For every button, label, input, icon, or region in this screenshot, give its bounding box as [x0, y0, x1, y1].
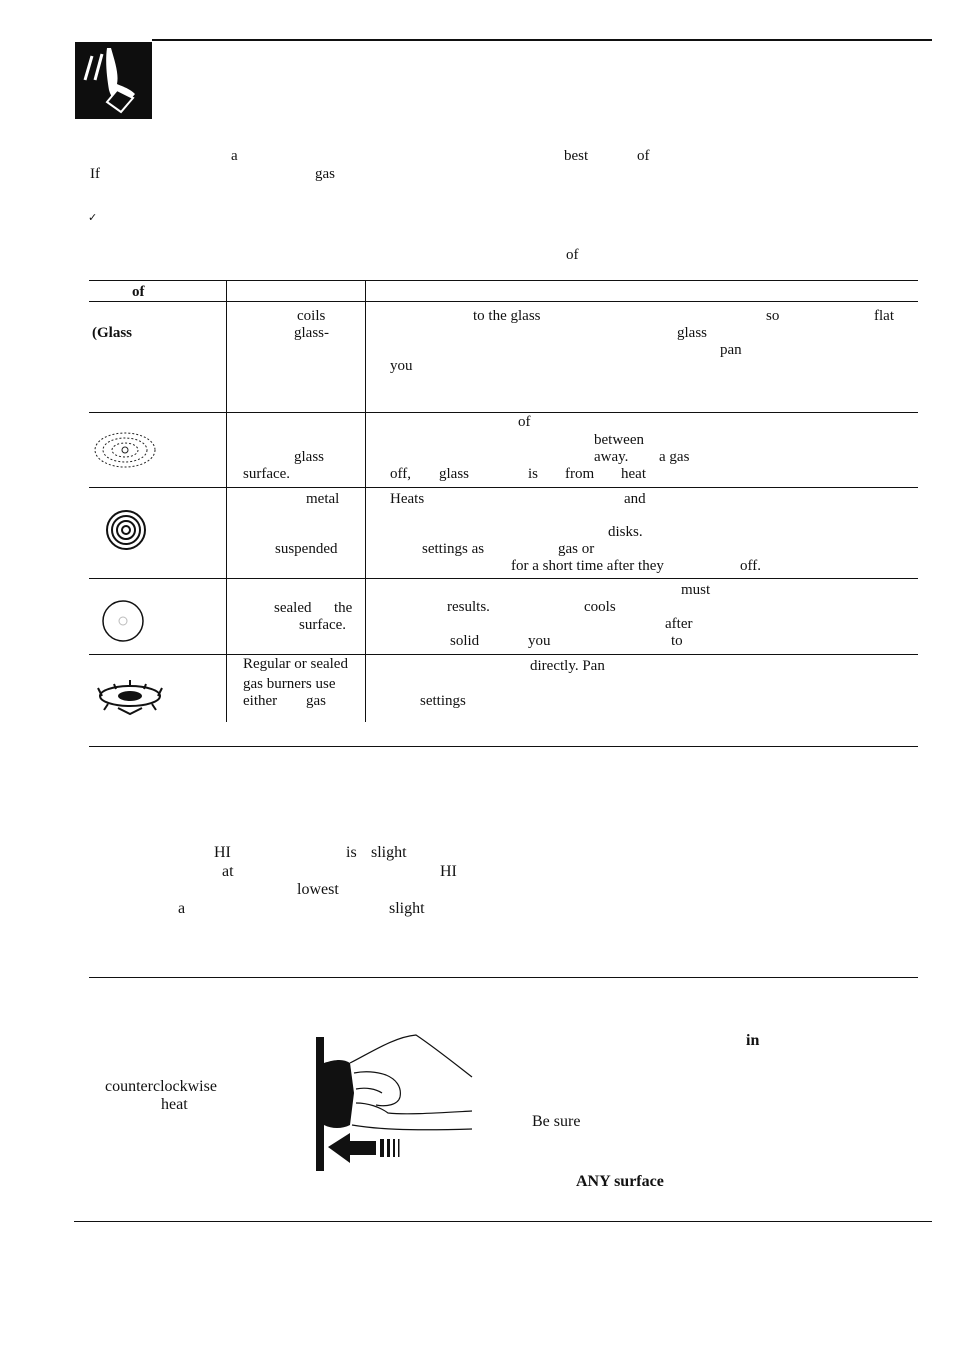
intro-word: If [90, 166, 100, 182]
table-cell: Heats [390, 491, 425, 507]
intro-word: of [566, 247, 579, 263]
intro-word: of [637, 148, 650, 164]
table-header-rule [89, 301, 918, 302]
tips-word: a [178, 900, 186, 917]
table-top-rule [89, 280, 918, 281]
gas-burner-icon [96, 674, 164, 716]
table-cell: directly. Pan [530, 658, 605, 674]
table-row-rule [89, 412, 918, 413]
table-cell: Regular or sealed [243, 656, 348, 672]
tips-word: lowest [297, 881, 339, 898]
table-row-rule [89, 578, 918, 579]
table-cell: is [528, 466, 539, 482]
table-cell: glass [294, 449, 324, 465]
radiant-element-icon [92, 430, 158, 470]
table-cell: gas [306, 693, 326, 709]
knob-turning-illustration [316, 1033, 476, 1173]
controls-word: counterclockwise [105, 1078, 217, 1095]
table-cell: from [565, 466, 595, 482]
table-cell: you [528, 633, 551, 649]
table-cell: after [665, 616, 693, 632]
table-row-rule [89, 654, 918, 655]
controls-word: ANY surface [576, 1173, 664, 1190]
table-cell: you [390, 358, 413, 374]
controls-word: in [746, 1032, 760, 1049]
table-cell: pan [720, 342, 742, 358]
table-cell: coils [297, 308, 326, 324]
table-cell: so [766, 308, 780, 324]
table-cell: to the glass [473, 308, 541, 324]
table-cell: to [671, 633, 683, 649]
tips-word: slight [389, 900, 425, 917]
controls-word: Be sure [532, 1113, 581, 1130]
table-bottom-rule [89, 746, 918, 747]
table-cell: a gas [659, 449, 690, 465]
hand-pressing-icon [75, 42, 152, 119]
table-cell: off, [390, 466, 411, 482]
table-cell: suspended [275, 541, 338, 557]
table-cell: glass- [294, 325, 329, 341]
table-cell: between [594, 432, 644, 448]
table-col-divider [226, 280, 227, 722]
table-row-rule [89, 487, 918, 488]
table-col-divider [365, 280, 366, 722]
tips-word: slight [371, 844, 407, 861]
table-cell: heat [621, 466, 646, 482]
table-cell: results. [447, 599, 490, 615]
table-cell: gas burners use [243, 676, 336, 692]
table-cell: flat [874, 308, 894, 324]
intro-word: best [564, 148, 589, 164]
section-logo [75, 42, 152, 119]
table-cell: sealed [274, 600, 312, 616]
table-cell: metal [306, 491, 340, 507]
table-cell: surface. [243, 466, 291, 482]
table-cell: settings as [422, 541, 485, 557]
footer-rule [74, 1221, 932, 1222]
section-rule [89, 977, 918, 978]
table-cell: glass [439, 466, 469, 482]
tips-word: is [346, 844, 357, 861]
table-cell: surface. [299, 617, 347, 633]
tips-word: at [222, 863, 234, 880]
controls-word: heat [161, 1096, 188, 1113]
table-cell: settings [420, 693, 466, 709]
table-cell: off. [740, 558, 761, 574]
table-header-cell: of [132, 284, 145, 300]
tips-word: HI [440, 863, 457, 880]
table-cell: must [681, 582, 711, 598]
tips-word: HI [214, 844, 231, 861]
table-cell: gas or [558, 541, 595, 557]
intro-word: a [231, 148, 238, 164]
solid-disk-icon [100, 598, 146, 644]
table-cell: the [334, 600, 353, 616]
table-cell: glass [677, 325, 707, 341]
table-cell: away. [594, 449, 629, 465]
table-cell: for a short time after they [511, 558, 664, 574]
table-cell: cools [584, 599, 616, 615]
coil-element-icon [104, 508, 148, 552]
table-cell: solid [450, 633, 480, 649]
check-mark: ✓ [88, 212, 98, 224]
row-label: (Glass [92, 325, 133, 341]
table-cell: of [518, 414, 531, 430]
table-cell: and [624, 491, 646, 507]
intro-word: gas [315, 166, 335, 182]
table-cell: disks. [608, 524, 643, 540]
table-cell: either [243, 693, 278, 709]
header-rule [152, 39, 932, 41]
